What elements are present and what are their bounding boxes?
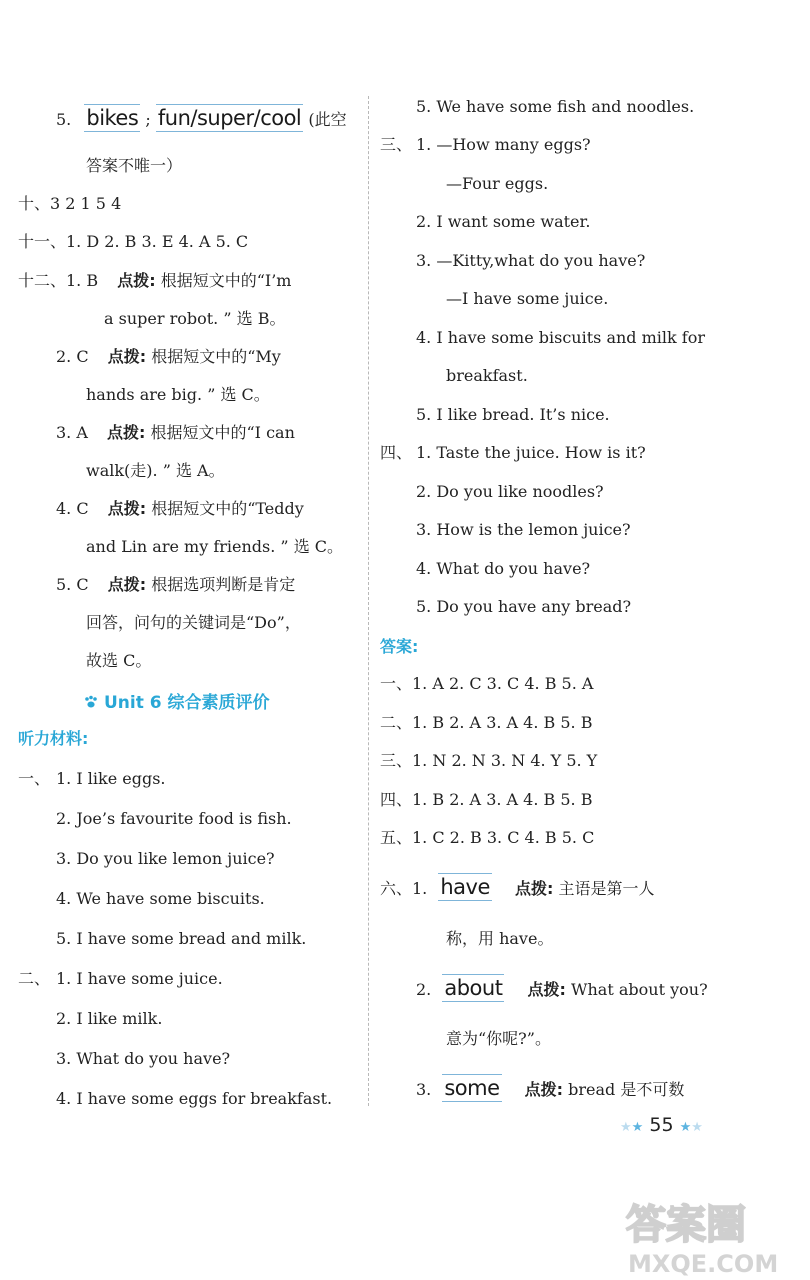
star-icon: ★ <box>631 1120 644 1135</box>
paw-icon <box>84 695 98 709</box>
section-ten-answers: 十、3 2 1 5 4 <box>18 194 122 213</box>
list-item: 4. We have some biscuits. <box>56 889 265 908</box>
six-item-1 <box>380 873 655 901</box>
list-item: 4. What do you have? <box>416 559 591 578</box>
tip-text: 根据短文中的“I’m <box>160 271 292 290</box>
section-label: 二、 <box>18 969 51 988</box>
list-item: 5. We have some fish and noodles. <box>416 97 695 116</box>
tip-text: 根据选项判断是肯定 <box>151 575 296 594</box>
tip-label: 点拨: <box>524 1080 564 1099</box>
answers-heading: 答案: <box>380 637 419 656</box>
list-item: 2. I like milk. <box>56 1009 163 1028</box>
section-label: 三、 <box>380 135 413 154</box>
separator: ; <box>145 110 151 129</box>
handwritten-answer: fun/super/cool <box>157 106 302 130</box>
tip-label: 点拨: <box>527 980 566 999</box>
tip-continuation: walk(走). ” 选 A。 <box>86 461 225 480</box>
list-item: 1. I like eggs. <box>56 769 166 788</box>
list-item: 4. I have some eggs for breakfast. <box>56 1089 333 1108</box>
tip-label: 点拨: <box>107 499 147 518</box>
tip-label: 点拨: <box>107 423 146 442</box>
note-text: (此空 <box>308 110 347 129</box>
answer-line-5 <box>56 104 347 132</box>
section-label: 四、 <box>380 443 413 462</box>
list-item: 5. Do you have any bread? <box>416 597 632 616</box>
item-lead: 4. C <box>56 499 89 518</box>
item-lead: 3. <box>416 1080 432 1099</box>
page-number <box>620 1114 703 1136</box>
handwritten-answer: some <box>444 1076 500 1100</box>
tip-continuation: a super robot. ” 选 B。 <box>104 309 286 328</box>
six-item-3 <box>416 1074 684 1102</box>
unit-title <box>84 688 270 713</box>
list-item: —Four eggs. <box>446 174 549 193</box>
section-label: 一、 <box>18 769 51 788</box>
star-icon: ★ <box>691 1120 703 1135</box>
list-item: 5. I have some bread and milk. <box>56 929 307 948</box>
star-icon: ★ <box>679 1120 692 1135</box>
tip-text: bread 是不可数 <box>568 1080 685 1099</box>
section-eleven-answers: 十一、1. D 2. B 3. E 4. A 5. C <box>18 232 249 251</box>
list-item: 1. —How many eggs? <box>416 135 591 154</box>
tip-label: 点拨: <box>117 271 156 290</box>
item-lead: 2. <box>416 980 432 999</box>
list-item: 4. I have some biscuits and milk for <box>416 328 706 347</box>
unit-title-text: Unit 6 综合素质评价 <box>104 693 270 713</box>
item-lead: 5. C <box>56 575 89 594</box>
item-lead: 2. C <box>56 347 89 366</box>
answer-row: 五、1. C 2. B 3. C 4. B 5. C <box>380 828 595 847</box>
tip-continuation: 回答，问句的关键词是“Do”， <box>86 613 301 632</box>
star-icon: ★ <box>620 1120 632 1135</box>
list-item: 3. Do you like lemon juice? <box>56 849 275 868</box>
list-item: 3. How is the lemon juice? <box>416 520 631 539</box>
handwritten-answer: about <box>444 976 503 1000</box>
tip-text: 根据短文中的“I can <box>150 423 295 442</box>
watermark-top: 答案圈 <box>626 1202 746 1248</box>
tip-label: 点拨: <box>107 575 147 594</box>
watermark-bottom: MXQE.COM <box>628 1250 779 1278</box>
list-item: breakfast. <box>446 366 528 385</box>
tip-text: 根据短文中的“Teddy <box>151 499 304 518</box>
tip-label: 点拨: <box>107 347 147 366</box>
list-item: 3. What do you have? <box>56 1049 231 1068</box>
handwritten-answer: bikes <box>86 106 139 130</box>
answer-row: 三、1. N 2. N 3. N 4. Y 5. Y <box>380 751 598 770</box>
column-divider <box>368 96 369 1106</box>
q12-item-5 <box>56 574 295 596</box>
list-item: 5. I like bread. It’s nice. <box>416 405 610 424</box>
list-item: 1. I have some juice. <box>56 969 223 988</box>
tip-continuation: 称，用 have。 <box>446 929 554 948</box>
note-continuation: 答案不唯一） <box>86 156 183 175</box>
q12-item-2 <box>56 346 281 368</box>
q12-item-3 <box>56 422 295 444</box>
list-item: 2. Do you like noodles? <box>416 482 604 501</box>
item-lead: 十二、1. B <box>18 271 99 290</box>
tip-continuation: hands are big. ” 选 C。 <box>86 385 270 404</box>
tip-text: What about you? <box>571 980 708 999</box>
list-item: 1. Taste the juice. How is it? <box>416 443 646 462</box>
list-item: 3. —Kitty,what do you have? <box>416 251 646 270</box>
answer-row: 一、1. A 2. C 3. C 4. B 5. A <box>380 674 594 693</box>
listening-heading: 听力材料: <box>18 729 89 748</box>
q12-item-1 <box>18 270 291 292</box>
item-number: 5. <box>56 110 72 129</box>
tip-label: 点拨: <box>515 879 554 898</box>
list-item: 2. Joe’s favourite food is fish. <box>56 809 292 828</box>
list-item: 2. I want some water. <box>416 212 591 231</box>
tip-text: 主语是第一人 <box>558 879 655 898</box>
watermark-logo <box>622 1188 800 1278</box>
tip-continuation: 故选 C。 <box>86 651 152 670</box>
item-lead: 六、1. <box>380 879 428 898</box>
tip-continuation: and Lin are my friends. ” 选 C。 <box>86 537 344 556</box>
q12-item-4 <box>56 498 304 520</box>
six-item-2 <box>416 974 708 1002</box>
page-number-text: 55 <box>649 1114 674 1136</box>
answer-row: 四、1. B 2. A 3. A 4. B 5. B <box>380 790 593 809</box>
item-lead: 3. A <box>56 423 88 442</box>
tip-continuation: 意为“你呢?”。 <box>446 1029 551 1048</box>
list-item: —I have some juice. <box>446 289 609 308</box>
handwritten-answer: have <box>440 875 490 899</box>
answer-row: 二、1. B 2. A 3. A 4. B 5. B <box>380 713 593 732</box>
tip-text: 根据短文中的“My <box>151 347 281 366</box>
